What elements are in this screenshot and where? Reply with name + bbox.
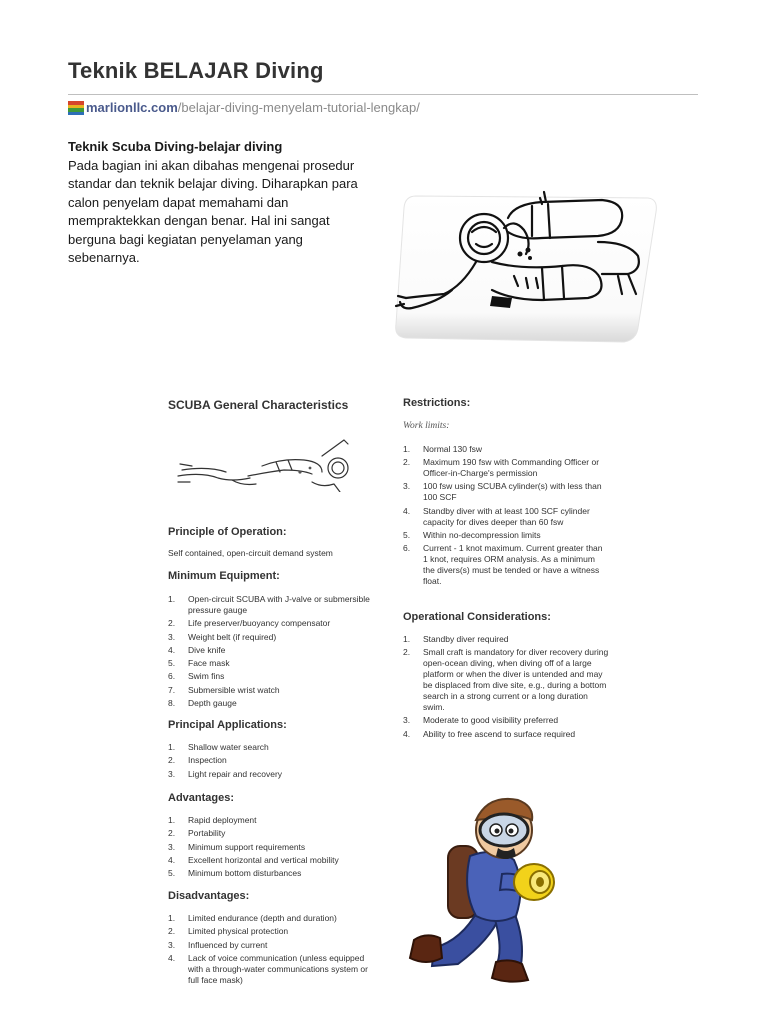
- restrictions-heading: Restrictions:: [403, 397, 471, 409]
- disadvantages-list: [168, 913, 368, 988]
- page-title: Teknik BELAJAR Diving: [68, 58, 324, 83]
- list-item: 3. Influenced by current: [168, 939, 268, 950]
- list-item: 1. Limited endurance (depth and duration): [168, 913, 337, 923]
- list-item: 1. Open-circuit SCUBA with J-valve or submersible pressure gauge: [168, 594, 370, 615]
- restrictions-list: [403, 444, 609, 589]
- list-item: 1. Shallow water search: [168, 742, 269, 752]
- applications-heading: Principal Applications:: [168, 719, 287, 731]
- advantages-list: [168, 815, 390, 881]
- list-item: 2. Life preserver/buoyancy compensator: [168, 618, 331, 629]
- intro-body: Pada bagian ini akan dibahas mengenai prosedur standar dan teknik belajar diving. Diharapkan para calon penyelam dapat memahami dan mempraktekkan dengan benar. Hal ini sangat berguna bagi kegiatan penyelaman yang sebenarnya.: [68, 157, 358, 265]
- work-limits-subheading: Work limits:: [403, 421, 450, 431]
- advantages-heading: Advantages:: [168, 792, 235, 804]
- equipment-heading: Minimum Equipment:: [168, 570, 280, 582]
- title-divider: [68, 94, 698, 95]
- source-domain[interactable]: marlionllc.com: [86, 100, 178, 115]
- list-item: 4. Dive knife: [168, 644, 226, 655]
- list-item: 7. Submersible wrist watch: [168, 684, 280, 695]
- cartoon-diver-illustration: [392, 790, 566, 986]
- applications-list: [168, 742, 390, 782]
- list-item: 4. Ability to free ascend to surface required: [403, 728, 576, 739]
- operational-heading: Operational Considerations:: [403, 611, 551, 623]
- list-item: 4. Standby diver with at least 100 SCF cylinder capacity for dives deeper than 60 fsw: [403, 505, 590, 527]
- intro-section: [68, 138, 368, 268]
- list-item: 3. Light repair and recovery: [168, 768, 283, 779]
- list-item: 6. Swim fins: [168, 671, 225, 682]
- list-item: 8. Depth gauge: [168, 698, 237, 709]
- list-item: 5. Within no-decompression limits: [403, 529, 541, 540]
- list-item: 1. Standby diver required: [403, 634, 509, 644]
- list-item: 3. 100 fsw using SCUBA cylinder(s) with less than 100 SCF: [403, 481, 602, 503]
- list-item: 3. Minimum support requirements: [168, 841, 306, 852]
- list-item: 2. Portability: [168, 828, 226, 839]
- diver-illustration: [392, 190, 660, 348]
- list-item: 3. Moderate to good visibility preferred: [403, 715, 559, 726]
- list-item: 4. Lack of voice communication (unless equipped with a through-water communications system or full face mask): [168, 952, 368, 985]
- list-item: 3. Weight belt (if required): [168, 631, 277, 642]
- list-item: 6. Current - 1 knot maximum. Current greater than 1 knot, requires ORM analysis. As a minimum the divers(s) must be tended or have a witness float.: [403, 542, 603, 586]
- list-item: 2. Limited physical protection: [168, 926, 289, 937]
- source-link[interactable]: [68, 100, 420, 115]
- principle-heading: Principle of Operation:: [168, 526, 287, 538]
- intro-heading: Teknik Scuba Diving-belajar diving: [68, 139, 283, 154]
- principle-text: Self contained, open-circuit demand system: [168, 548, 333, 558]
- operational-list: [403, 634, 609, 742]
- list-item: 5. Minimum bottom disturbances: [168, 868, 302, 879]
- list-item: 2. Small craft is mandatory for diver recovery during open-ocean diving, when diving off of a large platform or when the diver is untended and may be displaced from dive site, e.g., during a bottom search in a strong current or a long duration swim.: [403, 647, 609, 713]
- scan-title: SCUBA General Characteristics: [168, 398, 349, 412]
- small-diver-drawing: [172, 426, 356, 492]
- list-item: 5. Face mask: [168, 658, 230, 669]
- list-item: 1. Normal 130 fsw: [403, 444, 483, 454]
- equipment-list: [168, 594, 390, 711]
- disadvantages-heading: Disadvantages:: [168, 890, 250, 902]
- source-path[interactable]: /belajar-diving-menyelam-tutorial-lengkap/: [177, 100, 420, 115]
- list-item: 1. Rapid deployment: [168, 815, 257, 825]
- list-item: 2. Maximum 190 fsw with Commanding Officer or Officer-in-Charge's permission: [403, 457, 600, 479]
- list-item: 2. Inspection: [168, 755, 227, 766]
- list-item: 4. Excellent horizontal and vertical mobility: [168, 854, 339, 865]
- site-favicon-icon: [68, 101, 84, 115]
